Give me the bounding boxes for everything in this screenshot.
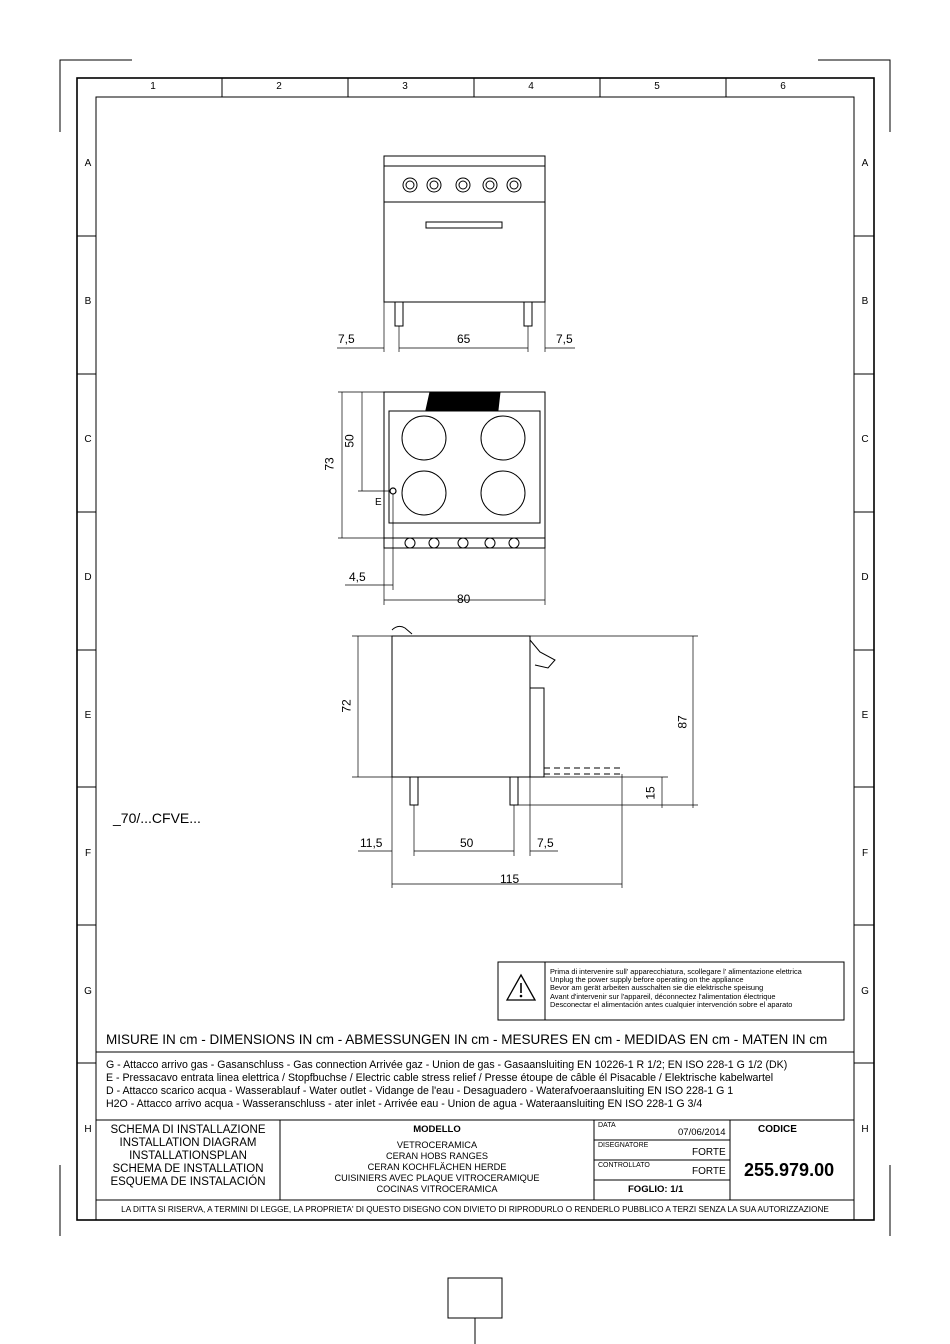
schema-line: SCHEMA DE INSTALLATION xyxy=(112,1163,264,1175)
foglio-label: FOGLIO: 1/1 xyxy=(628,1184,684,1195)
model-line: CUISINIERS AVEC PLAQUE VITROCERAMIQUE xyxy=(334,1173,540,1183)
modello-label: MODELLO xyxy=(413,1124,461,1135)
grid-row-label: B xyxy=(861,296,869,307)
grid-row-label: A xyxy=(84,158,92,169)
dim-top-depth-total: 73 xyxy=(322,457,337,471)
controllato-label: CONTROLLATO xyxy=(598,1162,650,1169)
grid-row-label: F xyxy=(861,848,869,859)
warning-line: Unplug the power supply before operating on the appliance xyxy=(550,975,744,985)
grid-column-label: 4 xyxy=(528,81,534,92)
grid-row-label: D xyxy=(84,572,92,583)
warning-line: Prima di intervenire sull' apparecchiatura, scollegare l' alimentazione elettrica xyxy=(550,967,802,976)
top-knobs xyxy=(405,538,519,548)
grid-column-label: 5 xyxy=(654,81,660,92)
model-code-label: _70/...CFVE... xyxy=(113,810,201,826)
grid-column-label: 6 xyxy=(780,81,786,92)
grid-column-label: 3 xyxy=(402,81,408,92)
codice-value: 255.979.00 xyxy=(744,1160,835,1180)
grid-row-label: C xyxy=(861,434,869,445)
dim-side-leg-height: 15 xyxy=(643,786,658,800)
dim-front-right: 7,5 xyxy=(556,332,573,346)
warning-line: Desconectar el alimentación antes cualquier intervención sobre el aparato xyxy=(550,999,793,1009)
dim-side-total-depth: 115 xyxy=(500,872,520,886)
grid-row-label: H xyxy=(84,1124,92,1135)
warning-text xyxy=(550,968,802,1009)
grid-row-label: G xyxy=(84,986,92,997)
dim-front-left: 7,5 xyxy=(338,332,355,346)
dim-top-width: 80 xyxy=(457,592,471,606)
grid-column-label: 2 xyxy=(276,81,282,92)
connection-note: H2O - Attacco arrivo acqua - Wasseranschluss - ater inlet - Arrivée eau - Union de agua - Wateraansluiting EN ISO 228-1 G 3/4 xyxy=(106,1098,703,1110)
dim-side-work-height: 72 xyxy=(339,699,354,713)
dim-side-left-offset: 11,5 xyxy=(360,836,383,850)
side-view xyxy=(352,626,698,888)
disegnatore-label: DISEGNATORE xyxy=(598,1142,649,1149)
grid-row-label: A xyxy=(861,158,869,169)
model-line: VETROCERAMICA xyxy=(396,1140,478,1150)
warning-line: Avant d'intervenir sur l'appareil, déconnectez l'alimentation électrique xyxy=(550,991,776,1001)
grid-row-label: G xyxy=(861,986,869,997)
connection-notes xyxy=(106,1059,787,1111)
codice-label: CODICE xyxy=(758,1124,797,1135)
ceramic-hotplates xyxy=(402,416,525,515)
schema-line: INSTALLATIONSPLAN xyxy=(129,1150,247,1162)
dim-side-middle: 50 xyxy=(460,836,474,850)
schema-title xyxy=(96,1124,280,1189)
grid-row-label: F xyxy=(84,848,92,859)
front-knobs xyxy=(403,178,521,192)
connection-note: G - Attacco arrivo gas - Gasanschluss - Gas connection Arrivée gaz - Union de gas - Gasaansluiting EN 10226-1 R 1/2; EN ISO 228-1 G 1/2 (DK) xyxy=(106,1059,788,1071)
grid-column-label: 1 xyxy=(150,81,156,92)
row-grid xyxy=(77,236,874,1063)
connection-note: E - Pressacavo entrata linea elettrica / Stopfbuchse / Electric cable stress relief / Presse étoupe de câble él Pisacable / Elektrische kabelwartel xyxy=(106,1072,774,1084)
dim-side-right-offset: 7,5 xyxy=(537,836,554,850)
schema-line: INSTALLATION DIAGRAM xyxy=(119,1137,257,1149)
schema-line: SCHEMA DI INSTALLAZIONE xyxy=(110,1124,266,1136)
measures-units-line: MISURE IN cm - DIMENSIONS IN cm - ABMESSUNGEN IN cm - MESURES EN cm - MEDIDAS EN cm - MATEN IN cm xyxy=(106,1032,828,1047)
top-view xyxy=(338,392,545,605)
grid-row-label: E xyxy=(861,710,869,721)
grid-row-label: C xyxy=(84,434,92,445)
front-view xyxy=(337,156,575,352)
connection-note: D - Attacco scarico acqua - Wasserablauf - Water outlet - Vidange de l'eau - Desaguadero - Waterafvoeraansluiting EN ISO 228-1 G 1 xyxy=(106,1085,734,1097)
grid-row-label: H xyxy=(861,1124,869,1135)
sheet-border xyxy=(77,78,874,1220)
model-description xyxy=(280,1124,594,1195)
schema-line: ESQUEMA DE INSTALACIÓN xyxy=(110,1176,266,1188)
page-number-box xyxy=(448,1278,502,1318)
warning-line: Bevor am gerät arbeiten ausschalten sie die elektrische speisung xyxy=(550,983,764,993)
disegnatore-value: FORTE xyxy=(692,1147,726,1158)
dim-front-middle: 65 xyxy=(457,332,471,346)
model-line: COCINAS VITROCERAMICA xyxy=(376,1184,498,1194)
marker-e-label: E xyxy=(375,497,382,508)
dim-side-total-height: 87 xyxy=(675,715,690,729)
model-line: CERAN KOCHFLÄCHEN HERDE xyxy=(367,1162,507,1172)
model-line: CERAN HOBS RANGES xyxy=(385,1151,489,1161)
data-label: DATA xyxy=(598,1122,616,1129)
legal-footer: LA DITTA SI RISERVA, A TERMINI DI LEGGE, LA PROPRIETA' DI QUESTO DISEGNO CON DIVIETO DI RIPRODURLO O RENDERLO PUBBLICO A TERZI SENZA LA SUA AUTORIZZAZIONE xyxy=(121,1205,829,1214)
controllato-value: FORTE xyxy=(692,1166,726,1177)
dim-top-side-offset: 4,5 xyxy=(349,570,366,584)
grid-row-label: D xyxy=(861,572,869,583)
data-value: 07/06/2014 xyxy=(678,1127,726,1138)
grid-row-label: B xyxy=(84,296,92,307)
dim-top-depth-partial: 50 xyxy=(342,434,357,448)
grid-row-label: E xyxy=(84,710,92,721)
